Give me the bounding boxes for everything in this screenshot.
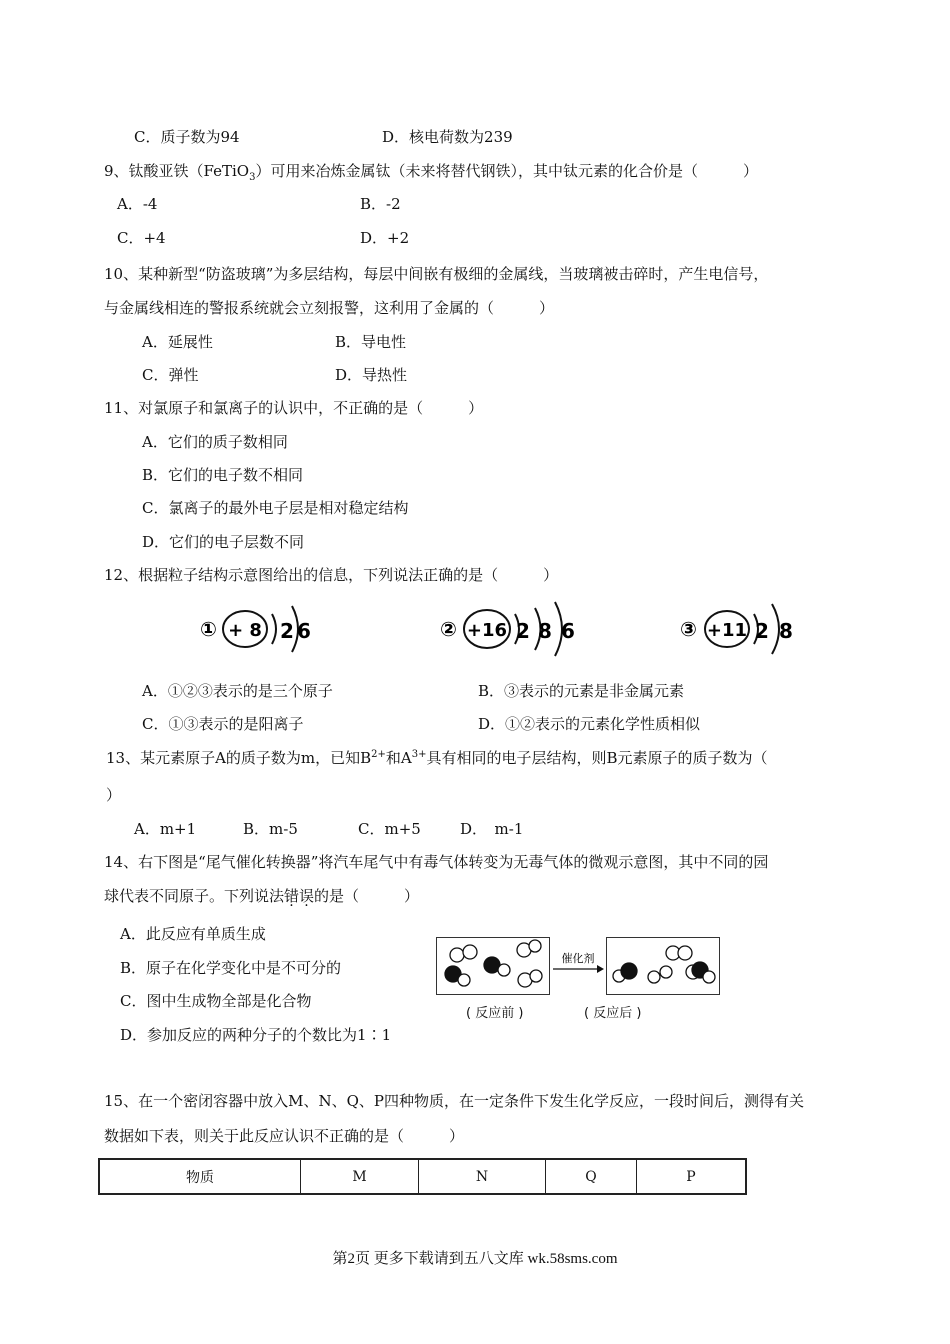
q15-stem-line1: 15、在一个密闭容器中放入M、N、Q、P四种物质，在一定条件下发生化学反应，一段时间后，测得有关 (104, 1092, 804, 1110)
particle-2-shell-1: 2 (516, 619, 530, 643)
atom-white (529, 940, 541, 952)
q8-option-d: D．核电荷数为239 (382, 128, 513, 146)
reaction-before-svg (437, 938, 549, 994)
q13-option-c: C．m+5 (358, 820, 421, 838)
q14-stem-line2 (104, 885, 419, 906)
particle-diagram-1 (198, 598, 318, 660)
caption-after: ( 反应后 ) (584, 1006, 642, 1021)
q14-option-a: A．此反应有单质生成 (120, 925, 266, 943)
q14-option-d: D．参加反应的两种分子的个数比为1∶1 (120, 1026, 392, 1044)
catalyst-arrow-svg (551, 952, 605, 978)
q9-option-c: C．+4 (117, 229, 166, 247)
q9-option-d: D．+2 (360, 229, 410, 247)
q14-stem-text-end: 的是（ ） (314, 887, 420, 905)
catalyst-arrow (551, 952, 605, 978)
particle-3-label: ③ (680, 617, 697, 641)
atom-white (703, 971, 715, 983)
q13-stem-line2: ） (106, 786, 122, 804)
q13-stem (106, 747, 768, 768)
atom-white (530, 970, 542, 982)
arrow-head-icon (597, 965, 604, 973)
table-header-n: N (419, 1159, 546, 1194)
q13-superscript-1: 2+ (371, 749, 386, 760)
q14-emphasis-1: 错 (284, 887, 300, 905)
q13-stem-text-3: 具有相同的电子层结构，则B元素原子的质子数为（ (426, 749, 768, 767)
q12-stem: 12、根据粒子结构示意图给出的信息，下列说法正确的是（ ） (104, 566, 559, 584)
particle-diagram-2 (438, 598, 588, 660)
q12-option-c: C．①③表示的是阳离子 (142, 715, 304, 733)
q9-stem-text: 9、钛酸亚铁（FeTiO (104, 162, 250, 180)
atom-white (678, 946, 692, 960)
q9-stem-text-end: ）可用来冶炼金属钛（未来将替代钢铁），其中钛元素的化合价是（ ） (255, 162, 758, 180)
q10-option-c: C．弹性 (142, 366, 199, 384)
atom-black (621, 963, 637, 979)
atom-white (450, 948, 464, 962)
q9-stem (104, 160, 758, 183)
q10-option-a: A．延展性 (142, 333, 213, 351)
q11-option-b: B．它们的电子数不相同 (142, 466, 304, 484)
atom-white (458, 974, 470, 986)
atom-white (463, 945, 477, 959)
table-header-substance: 物质 (99, 1159, 301, 1194)
particle-1-label: ① (200, 617, 217, 641)
table-header-p: P (637, 1159, 747, 1194)
q8-option-c: C．质子数为94 (134, 128, 240, 146)
q12-option-b: B．③表示的元素是非金属元素 (478, 682, 685, 700)
q10-option-d: D．导热性 (335, 366, 408, 384)
q13-stem-text-2: 和A (385, 749, 412, 767)
q11-option-d: D．它们的电子层数不同 (142, 533, 305, 551)
atom-white (648, 971, 660, 983)
q10-stem-line2: 与金属线相连的警报系统就会立刻报警，这利用了金属的（ ） (104, 299, 555, 317)
catalyst-label: 催化剂 (561, 952, 595, 965)
particle-3-shell-arc-2 (772, 604, 779, 654)
q13-option-b: B．m-5 (243, 820, 298, 838)
particle-3-nucleus-charge: +11 (706, 620, 748, 641)
atom-white (498, 964, 510, 976)
q12-option-a: A．①②③表示的是三个原子 (142, 682, 333, 700)
q14-stem-line1: 14、右下图是“尾气催化转换器”将汽车尾气中有毒气体转变为无毒气体的微观示意图，其中不同的园 (104, 853, 769, 871)
q13-option-a: A．m+1 (134, 820, 197, 838)
reaction-after-svg (607, 938, 719, 994)
atom-white (660, 966, 672, 978)
q15-data-table (98, 1158, 747, 1195)
particle-2-label: ② (440, 617, 457, 641)
particle-2-shell-3: 6 (561, 619, 575, 643)
particle-1-svg (198, 598, 318, 660)
particle-2-nucleus-charge: +16 (466, 620, 508, 641)
q15-stem-line2: 数据如下表，则关于此反应认识不正确的是（ ） (104, 1127, 465, 1145)
q9-option-b: B．-2 (360, 195, 401, 213)
q10-option-b: B．导电性 (335, 333, 407, 351)
particle-1-shell-1: 2 (280, 619, 294, 643)
q13-stem-text-1: 13、某元素原子A的质子数为m，已知B (106, 749, 372, 767)
page-footer: 第2页 更多下载请到五八文库 wk.58sms.com (332, 1251, 618, 1267)
q14-option-b: B．原子在化学变化中是不可分的 (120, 959, 342, 977)
caption-before: ( 反应前 ) (466, 1006, 524, 1021)
table-header-m: M (301, 1159, 419, 1194)
particle-1-shell-arc-1 (272, 614, 276, 644)
q11-stem: 11、对氯原子和氯离子的认识中，不正确的是（ ） (104, 399, 484, 417)
particle-2-svg (438, 598, 588, 660)
particle-3-shell-2: 8 (779, 619, 793, 643)
particle-3-svg (678, 598, 798, 660)
q13-superscript-2: 3+ (411, 749, 427, 760)
q14-option-c: C．图中生成物全部是化合物 (120, 992, 312, 1010)
q13-option-d: D． m-1 (460, 820, 524, 838)
q14-stem-text: 球代表不同原子。下列说法 (104, 887, 285, 905)
particle-1-shell-2: 6 (297, 619, 311, 643)
particle-diagram-3 (678, 598, 798, 660)
table-row (99, 1159, 746, 1194)
q9-subscript: 3 (249, 172, 256, 183)
q10-stem-line1: 10、某种新型“防盗玻璃”为多层结构，每层中间嵌有极细的金属线，当玻璃被击碎时，产生电信号， (104, 265, 769, 283)
reaction-before-box (436, 937, 550, 995)
q12-option-d: D．①②表示的元素化学性质相似 (478, 715, 701, 733)
q11-option-c: C．氯离子的最外电子层是相对稳定结构 (142, 499, 409, 517)
particle-1-nucleus-charge: + 8 (228, 620, 262, 641)
q14-emphasis-2: 误 (299, 887, 315, 905)
table-header-q: Q (546, 1159, 637, 1194)
q11-option-a: A．它们的质子数相同 (142, 433, 288, 451)
reaction-after-box (606, 937, 720, 995)
particle-2-shell-2: 8 (538, 619, 552, 643)
particle-3-shell-1: 2 (755, 619, 769, 643)
q9-option-a: A．-4 (117, 195, 158, 213)
